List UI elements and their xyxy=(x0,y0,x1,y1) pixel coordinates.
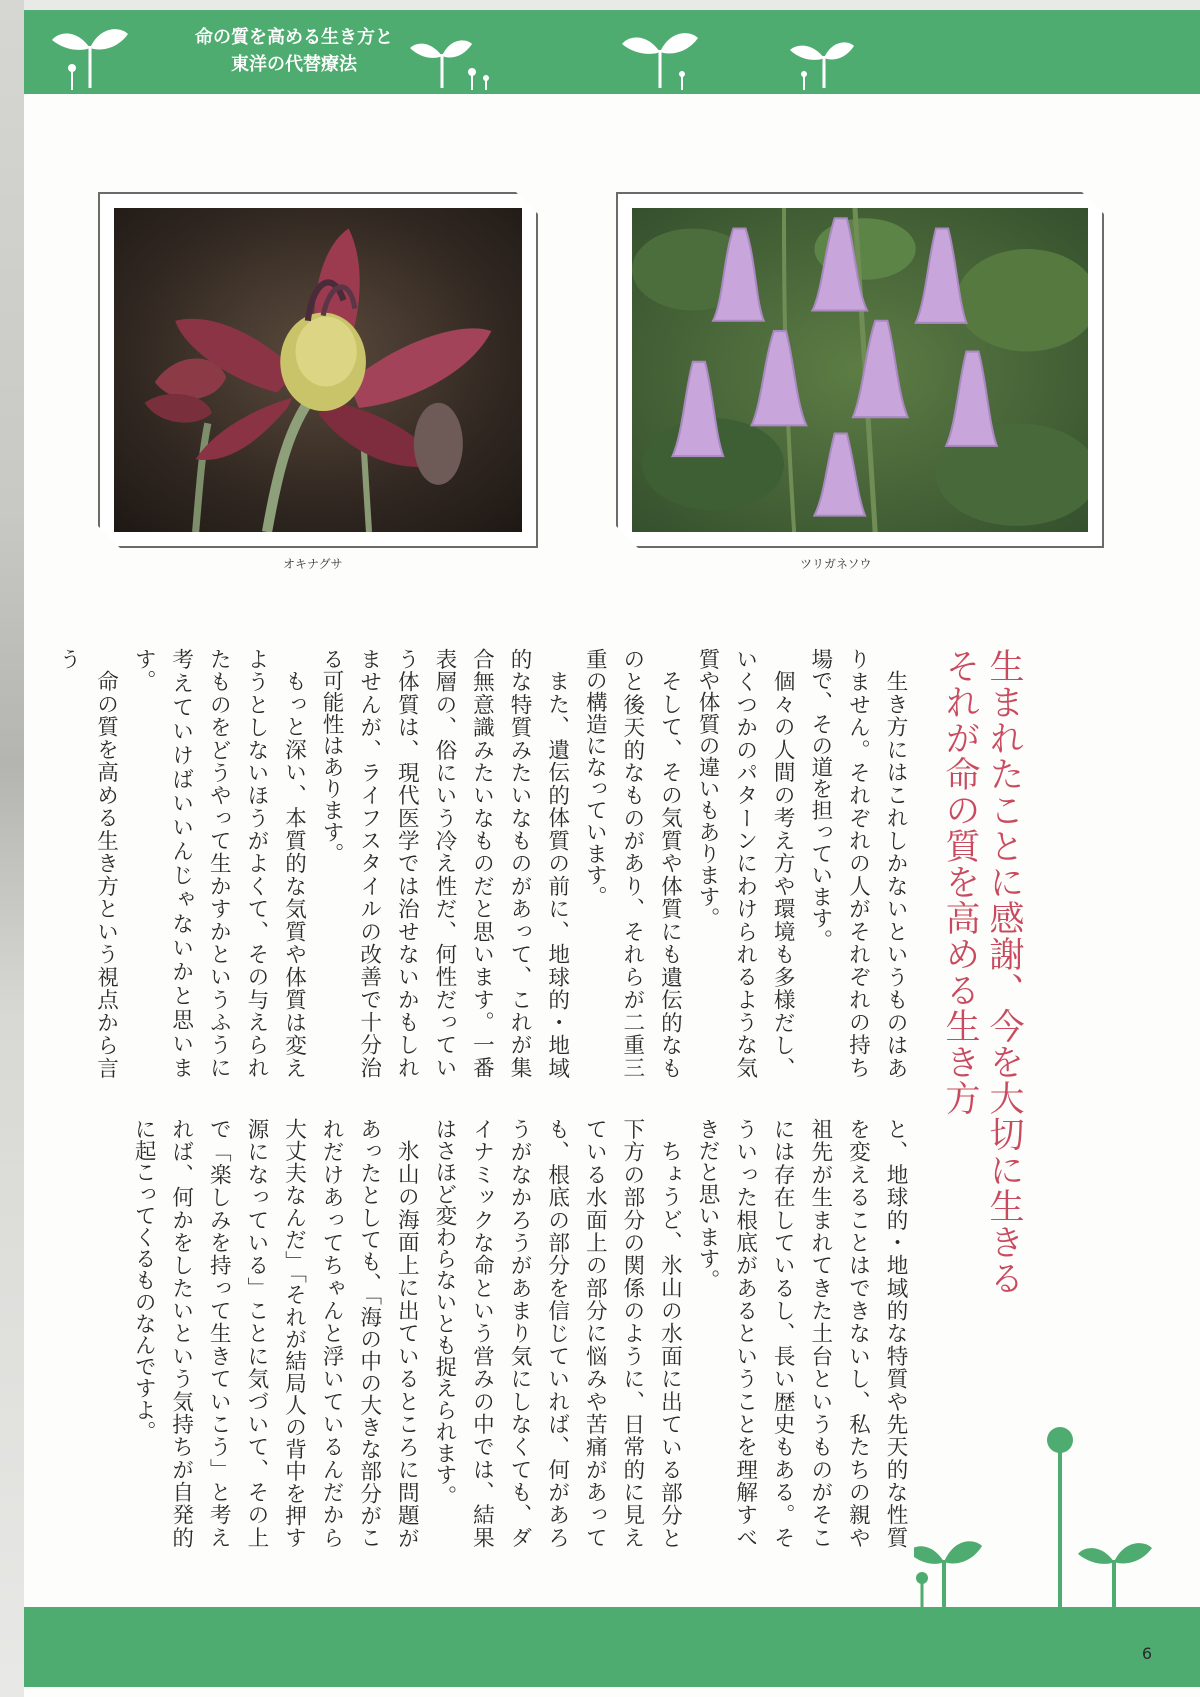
section-title xyxy=(154,24,434,78)
photo-caption-tsuriganesou: ツリガネソウ xyxy=(800,557,872,571)
body-paragraph: 氷山の海面上に出ているところに問題があったとしても、「海の中の大きな部分がこれだけあってちゃんと浮いているんだから大丈夫なんだ」「それが結局人の背中を押す源になっている」ことに気づいて、その上で「楽しみを持って生きていこう」と考えれば、何かをしたいという気持ちが自発的に起こってくるものなんですよ。 xyxy=(131,1118,420,1548)
article-title-line2: それが命の質を高める生き方 xyxy=(940,648,980,1116)
section-title-line2: 東洋の代替療法 xyxy=(231,54,357,75)
body-paragraph: また、遺伝的体質の前に、地球的・地域的な特質みたいなものがあって、これが集合無意識みたいなものだと思います。一番表層の、俗にいう冷え性だ、何性だっていう体質は、現代医学では治せないかもしれませんが、ライフスタイルの改善で十分治る可能性はあります。 xyxy=(319,648,570,1078)
corner-sprout-icon xyxy=(914,1410,1154,1610)
article-body-lower xyxy=(94,1118,914,1548)
page xyxy=(24,10,1200,1697)
photo-tsuriganesou xyxy=(616,192,1104,548)
footer-band xyxy=(24,1607,1200,1687)
page-edge-shadow xyxy=(0,0,24,1697)
body-paragraph: ちょうど、氷山の水面に出ている部分と下方の部分の関係のように、日常的に見えている水面上の部分に悩みや苦痛があっても、根底の部分を信じていれば、何があろうがなかろうがあまり気にしなくても、ダイナミックな命という営みの中では、結果はさほど変わらないとも捉えられます。 xyxy=(431,1118,683,1548)
body-paragraph: 生き方にはこれしかないというものはありません。それぞれの人がそれぞれの持ち場で、その道を担っています。 xyxy=(807,648,908,1078)
page-number: 6 xyxy=(1141,1644,1152,1663)
photo-okinagusa xyxy=(98,192,538,548)
body-paragraph: 命の質を高める生き方という視点から言う xyxy=(55,648,119,1078)
article-body-upper xyxy=(55,648,914,1078)
body-paragraph: もっと深い、本質的な気質や体質は変えようとしないほうがよくて、その与えられたものをどうやって生かすかというふうに考えていけばいいんじゃないかと思います。 xyxy=(131,648,307,1078)
body-paragraph: そして、その気質や体質にも遺伝的なものと後天的なものがあり、それらが二重三重の構造になっています。 xyxy=(582,648,683,1078)
body-paragraph: と、地球的・地域的な特質や先天的な性質を変えることはできないし、私たちの親や祖先が生まれてきた土台というものがそこには存在しているし、長い歴史もある。そういった根底があるということを理解すべきだと思います。 xyxy=(695,1118,908,1548)
header-band xyxy=(24,10,1200,94)
body-paragraph: 個々の人間の考え方や環境も多様だし、いくつかのパターンにわけられるような気質や体質の違いもあります。 xyxy=(695,648,796,1078)
okinagusa-flower-image xyxy=(114,208,522,532)
photo-caption-okinagusa: オキナグサ xyxy=(283,557,343,571)
article-title-line1: 生まれたことに感謝、今を大切に生きる xyxy=(984,648,1024,1296)
tsuriganesou-flower-image xyxy=(632,208,1088,532)
section-title-line1: 命の質を高める生き方と xyxy=(195,27,393,48)
